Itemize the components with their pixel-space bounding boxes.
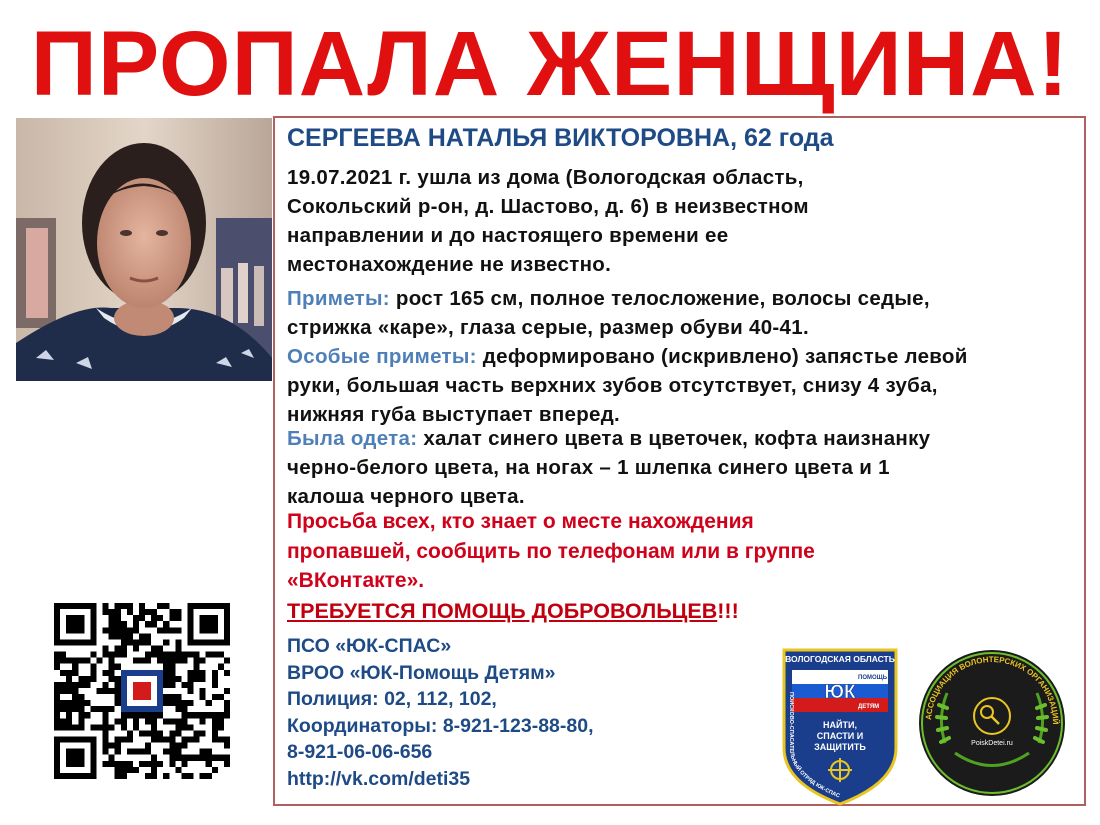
special-signs-text: нижняя губа выступает вперед.	[287, 403, 621, 426]
volunteers-exclaim: !!!	[717, 599, 739, 623]
emblem-top-text: ВОЛОГОДСКАЯ ОБЛАСТЬ	[785, 654, 895, 664]
volunteer-association-emblem	[917, 648, 1067, 798]
contacts-block	[287, 633, 594, 792]
contact-line: ПСО «ЮК-СПАС»	[287, 635, 452, 657]
emblem-ring-text: ПОИСКОВО-СПАСАТЕЛЬНЫЙ ОТРЯД ЮК-СПАС	[787, 692, 841, 800]
emblem-mid-small-text: ПОМОЩЬ	[858, 675, 888, 681]
qr-code[interactable]	[54, 603, 230, 779]
clothing-text: черно-белого цвета, на ногах – 1 шлепка синего цвета и 1	[287, 456, 890, 479]
emblem-motto-line: НАЙТИ,	[823, 720, 857, 730]
description-line: направлении и до настоящего времени ее	[287, 224, 729, 247]
description-line: Сокольский р-он, д. Шастово, д. 6) в неизвестном	[287, 195, 809, 218]
emblem-logo-sub: ДЕТЯМ	[858, 704, 880, 710]
special-signs-text: руки, большая часть верхних зубов отсутствует, снизу 4 зуба,	[287, 374, 938, 397]
emblem-logo-text: ЮК	[824, 682, 856, 703]
signs-text: стрижка «каре», глаза серые, размер обуви 40-41.	[287, 316, 809, 339]
clothing-text: халат синего цвета в цветочек, кофта наизнанку	[417, 427, 931, 450]
description-line: 19.07.2021 г. ушла из дома (Вологодская область,	[287, 166, 804, 189]
emblem-site-text: PoiskDetei.ru	[971, 740, 1013, 747]
person-age: , 62 года	[730, 124, 834, 152]
volunteers-heading	[287, 599, 739, 624]
emblem-motto-line: ЗАЩИТИТЬ	[814, 742, 866, 752]
emblem-motto-line: СПАСТИ И	[816, 731, 864, 741]
emblem-ring-text: АССОЦИАЦИЯ ВОЛОНТЕРСКИХ ОРГАНИЗАЦИЙ	[924, 654, 1061, 725]
appeal-text	[287, 507, 815, 596]
contact-line: 8-921-06-06-656	[287, 741, 433, 763]
clothing-label: Была одета:	[287, 427, 418, 450]
missing-person-photo	[16, 118, 272, 381]
page-title: ПРОПАЛА ЖЕНЩИНА!	[30, 13, 1070, 115]
signs-text: рост 165 см, полное телосложение, волосы седые,	[389, 287, 930, 310]
special-signs-label: Особые приметы:	[287, 345, 477, 368]
signs-section	[287, 284, 930, 342]
yuk-spas-shield-emblem	[780, 648, 900, 806]
appeal-line: Просьба всех, кто знает о месте нахождения	[287, 510, 754, 533]
vk-link[interactable]: http://vk.com/deti35	[287, 767, 471, 790]
appeal-line: пропавшей, сообщить по телефонам или в группе	[287, 539, 815, 563]
person-name-line	[287, 124, 834, 153]
clothing-section	[287, 424, 930, 511]
signs-label: Приметы:	[287, 287, 390, 310]
clothing-text: калоша черного цвета.	[287, 485, 525, 508]
contact-line: ВРОО «ЮК-Помощь Детям»	[287, 661, 556, 684]
appeal-line: «ВКонтакте».	[287, 569, 425, 592]
disappearance-description	[287, 163, 809, 279]
contact-line: Полиция: 02, 112, 102,	[287, 688, 497, 710]
contact-line: Координаторы: 8-921-123-88-80,	[287, 714, 594, 737]
special-signs-text: деформировано (искривлено) запястье левой	[476, 345, 968, 368]
person-name: СЕРГЕЕВА НАТАЛЬЯ ВИКТОРОВНА	[287, 124, 731, 152]
special-signs-section	[287, 342, 968, 429]
volunteers-text: ТРЕБУЕТСЯ ПОМОЩЬ ДОБРОВОЛЬЦЕВ	[287, 599, 718, 623]
description-line: местонахождение не известно.	[287, 253, 612, 276]
